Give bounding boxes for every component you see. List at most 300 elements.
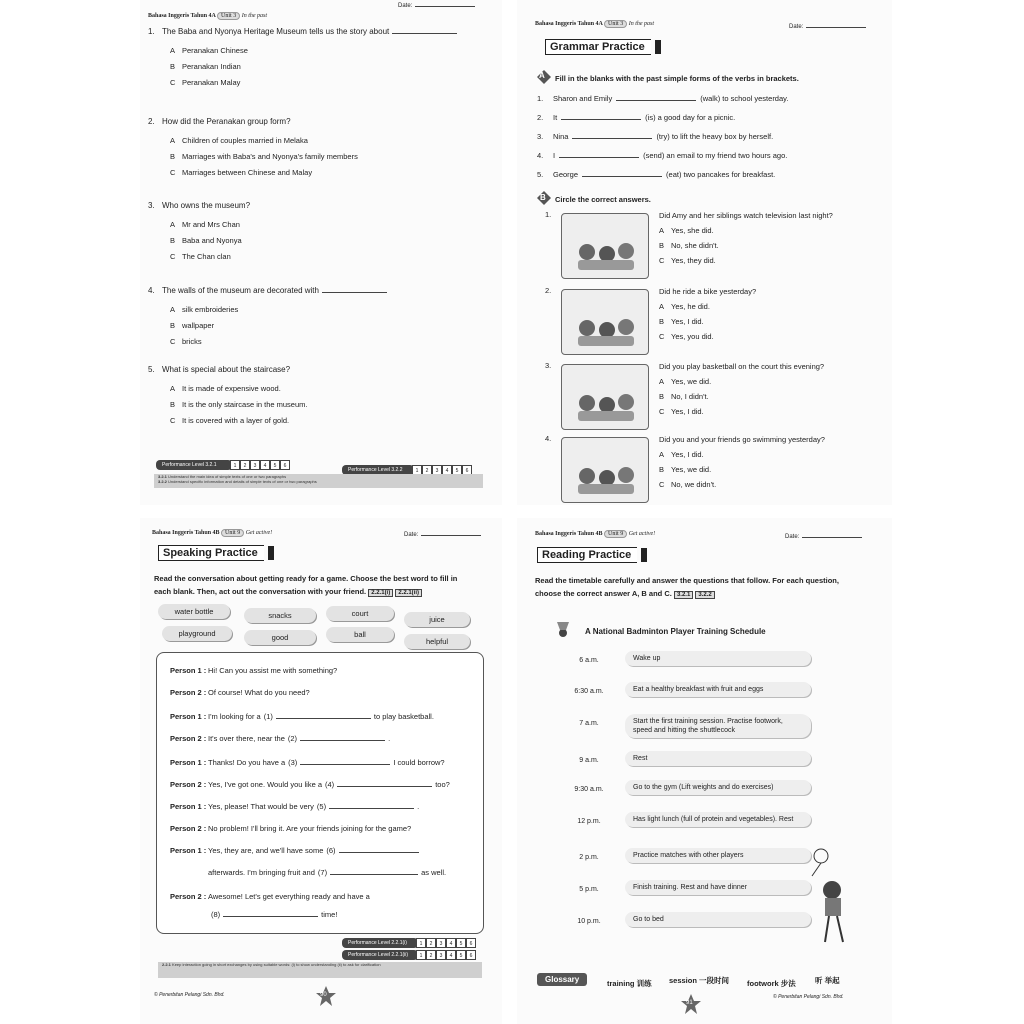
option-text: It is covered with a layer of gold. xyxy=(182,416,290,425)
option-text: It is the only staircase in the museum. xyxy=(182,400,308,409)
answer-blank[interactable] xyxy=(339,852,419,853)
speaker-label: Person 2 : xyxy=(170,824,207,833)
answer-blank[interactable] xyxy=(329,808,414,809)
answer-option[interactable] xyxy=(170,400,307,409)
option-letter: C xyxy=(659,332,665,341)
level-cell[interactable]: 3 xyxy=(436,938,446,948)
question-text xyxy=(148,117,291,126)
performance-level-label: Performance Level 3.2.2 xyxy=(348,467,403,473)
level-cell[interactable]: 6 xyxy=(280,460,290,470)
kids-illustration-icon xyxy=(562,438,648,502)
question-stem: How did the Peranakan group form? xyxy=(162,117,291,126)
descriptor-text: Understand the main idea of simple texts of one or two paragraphs xyxy=(168,474,287,479)
level-cell[interactable]: 5 xyxy=(456,938,466,948)
word-bank-chip[interactable]: good xyxy=(244,630,316,645)
question-stem: Who owns the museum? xyxy=(162,201,251,210)
speaker-label: Person 1 : xyxy=(170,758,207,767)
word-bank-chip[interactable]: playground xyxy=(162,626,232,641)
question-number: 3. xyxy=(148,201,155,210)
word-bank-chip[interactable]: court xyxy=(326,606,394,621)
question-number: 4. xyxy=(148,286,155,295)
instruction-line-1: Read the conversation about getting ready for a game. Choose the best word to fill in xyxy=(154,574,458,583)
level-cell[interactable]: 2 xyxy=(240,460,250,470)
fill-in-row xyxy=(537,113,735,122)
option-letter: C xyxy=(659,480,665,489)
shuttlecock-icon xyxy=(555,622,571,638)
option-letter: C xyxy=(170,416,176,425)
performance-level-label: Performance Level 2.2.1(i) xyxy=(348,940,407,946)
option-letter: C xyxy=(659,407,665,416)
answer-blank[interactable] xyxy=(561,119,641,120)
conversation-line xyxy=(170,758,445,767)
answer-blank[interactable] xyxy=(616,100,696,101)
schedule-activity: Go to the gym (Lift weights and do exercises) xyxy=(625,780,811,795)
speaker-label: Person 1 : xyxy=(170,846,207,855)
speaker-label: Person 2 : xyxy=(170,688,207,697)
answer-option[interactable] xyxy=(170,305,238,314)
instruction-text: each blank. Then, act out the conversation with your friend. xyxy=(154,587,367,596)
section-title: Reading Practice xyxy=(537,547,637,563)
schedule-activity: Eat a healthy breakfast with fruit and eggs xyxy=(625,682,811,697)
question-number: 2. xyxy=(537,113,544,122)
speaker-label: Person 1 : xyxy=(170,666,207,675)
option-text: Yes, I did. xyxy=(671,450,704,459)
question-text xyxy=(148,286,387,295)
instruction-line-1: Read the timetable carefully and answer the questions that follow. For each question, xyxy=(535,576,839,585)
performance-standard-tag: 2.2.1(i) xyxy=(368,589,393,597)
answer-blank[interactable] xyxy=(330,874,418,875)
blank-number: (1) xyxy=(263,712,273,721)
schedule-time: 9 a.m. xyxy=(579,757,599,764)
option-text: Yes, she did. xyxy=(671,226,714,235)
performance-level-cells[interactable] xyxy=(230,460,290,470)
date-label: Date: xyxy=(398,3,413,9)
option-letter: A xyxy=(170,384,176,393)
line-text: afterwards. I'm bringing fruit and xyxy=(208,868,315,877)
option-letter: A xyxy=(170,220,176,229)
glossary-label: Glossary xyxy=(537,973,587,986)
line-text: Yes, they are, and we'll have some xyxy=(208,846,324,855)
conversation-line xyxy=(170,824,411,833)
line-text-end: . xyxy=(388,734,391,743)
option-text: No, she didn't. xyxy=(671,241,719,250)
option-letter: A xyxy=(170,305,176,314)
answer-blank[interactable] xyxy=(300,764,390,765)
date-field[interactable] xyxy=(789,24,866,30)
level-cell[interactable]: 3 xyxy=(250,460,260,470)
section-b-instruction: Circle the correct answers. xyxy=(555,195,651,204)
answer-option[interactable] xyxy=(659,241,719,250)
unit-badge: Unit 3 xyxy=(217,12,240,20)
answer-option[interactable] xyxy=(659,302,710,311)
speaker-label: Person 2 : xyxy=(170,892,207,901)
conversation-line xyxy=(170,666,337,675)
glossary-word: training 训练 xyxy=(607,979,652,988)
answer-option[interactable] xyxy=(170,321,214,330)
answer-option[interactable] xyxy=(659,226,714,235)
conversation-line xyxy=(170,892,370,901)
option-letter: A xyxy=(659,226,665,235)
unit-topic: Get active! xyxy=(245,530,273,536)
conversation-line xyxy=(170,802,419,811)
answer-option[interactable] xyxy=(170,416,289,425)
shuttlecock-icon-wrap xyxy=(555,622,571,643)
worksheet-page-1 xyxy=(140,0,502,505)
answer-option[interactable] xyxy=(659,480,716,489)
option-text: Peranakan Malay xyxy=(182,78,241,87)
answer-option[interactable] xyxy=(170,152,358,161)
answer-option[interactable] xyxy=(170,78,240,87)
performance-level-bar xyxy=(342,950,418,960)
descriptor-code: 2.2.1 xyxy=(162,962,171,967)
schedule-activity: Finish training. Rest and have dinner xyxy=(625,880,811,895)
schedule-time: 6:30 a.m. xyxy=(574,688,604,695)
unit-topic: In the past xyxy=(628,21,655,27)
question-number: 3. xyxy=(545,361,552,370)
answer-blank[interactable] xyxy=(572,138,652,139)
option-letter: A xyxy=(659,450,665,459)
instruction-text: choose the correct answer A, B and C. xyxy=(535,589,672,598)
performance-level-label: Performance Level 2.2.1(ii) xyxy=(348,952,409,958)
option-letter: C xyxy=(170,78,176,87)
option-letter: B xyxy=(170,400,176,409)
performance-level-bar xyxy=(342,938,418,948)
option-text: Yes, I did. xyxy=(671,317,704,326)
option-text: No, I didn't. xyxy=(671,392,709,401)
question-number: 3. xyxy=(537,132,544,141)
badminton-player-icon xyxy=(807,848,857,948)
option-text: Yes, they did. xyxy=(671,256,716,265)
option-letter: B xyxy=(170,62,176,71)
question-text: Did he ride a bike yesterday? xyxy=(659,287,757,296)
answer-option[interactable] xyxy=(170,337,202,346)
level-cell[interactable]: 3 xyxy=(436,950,446,960)
answer-option[interactable] xyxy=(659,317,704,326)
fill-in-row xyxy=(537,151,787,160)
speaker-label: Person 1 : xyxy=(170,802,207,811)
unit-badge: Unit 9 xyxy=(604,530,627,538)
blank-number: (3) xyxy=(288,758,298,767)
speaker-label: Person 1 : xyxy=(170,712,207,721)
speaker-label: Person 2 : xyxy=(170,734,207,743)
word-bank-chip[interactable]: snacks xyxy=(244,608,316,623)
instruction-line-2 xyxy=(154,587,422,597)
level-cell[interactable]: 6 xyxy=(466,950,476,960)
option-text: Marriages between Chinese and Malay xyxy=(182,168,313,177)
answer-blank[interactable] xyxy=(300,740,385,741)
answer-blank[interactable] xyxy=(582,176,662,177)
question-stem: The walls of the museum are decorated with xyxy=(162,286,319,295)
option-letter: C xyxy=(659,256,665,265)
option-text: Children of couples married in Melaka xyxy=(182,136,308,145)
word-bank-chip[interactable]: helpful xyxy=(404,634,470,649)
level-cell[interactable]: 5 xyxy=(452,465,462,475)
performance-level-cells[interactable] xyxy=(416,950,476,960)
option-letter: C xyxy=(170,252,176,261)
conversation-line xyxy=(170,910,337,919)
answer-option[interactable] xyxy=(659,256,716,265)
question-number: 2. xyxy=(148,117,155,126)
page-header xyxy=(535,20,654,28)
answer-option[interactable] xyxy=(659,465,711,474)
conversation-line xyxy=(170,734,390,743)
word-bank-chip[interactable]: juice xyxy=(404,612,470,627)
answer-option[interactable] xyxy=(170,46,248,55)
answer-option[interactable] xyxy=(170,136,308,145)
level-cell[interactable]: 4 xyxy=(260,460,270,470)
line-text-end: I could borrow? xyxy=(393,758,445,767)
schedule-time: 2 p.m. xyxy=(579,854,599,861)
option-letter: B xyxy=(659,392,665,401)
date-field[interactable] xyxy=(785,534,862,540)
level-cell[interactable]: 2 xyxy=(426,938,436,948)
level-cell[interactable]: 3 xyxy=(432,465,442,475)
word-bank-chip[interactable]: water bottle xyxy=(158,604,230,619)
level-cell[interactable]: 1 xyxy=(416,950,426,960)
answer-option[interactable] xyxy=(170,62,241,71)
level-cell[interactable]: 4 xyxy=(442,465,452,475)
fill-in-row xyxy=(537,170,775,179)
line-text: I'm looking for a xyxy=(208,712,261,721)
option-text: Yes, we did. xyxy=(671,465,712,474)
question-text: Did you and your friends go swimming yesterday? xyxy=(659,435,825,444)
answer-option[interactable] xyxy=(659,377,711,386)
question-number: 2. xyxy=(545,286,552,295)
question-number: 5. xyxy=(148,365,155,374)
schedule-time: 5 p.m. xyxy=(579,886,599,893)
option-letter: A xyxy=(659,302,665,311)
kids-illustration-icon xyxy=(562,214,648,278)
performance-standard-tag: 3.2.2 xyxy=(695,591,714,599)
option-text: Peranakan Chinese xyxy=(182,46,248,55)
blank-number: (2) xyxy=(287,734,298,743)
sentence-end: (try) to lift the heavy box by herself. xyxy=(656,132,774,141)
question-number: 5. xyxy=(537,170,544,179)
answer-option[interactable] xyxy=(170,384,281,393)
answer-blank[interactable] xyxy=(223,916,318,917)
schedule-time: 6 a.m. xyxy=(579,657,599,664)
section-letter: A xyxy=(539,71,545,80)
unit-topic: Get active! xyxy=(628,531,656,537)
option-text: bricks xyxy=(182,337,202,346)
schedule-activity: Has light lunch (full of protein and vegetables). Rest xyxy=(625,812,811,827)
conversation-line xyxy=(170,780,450,789)
option-letter: B xyxy=(659,317,665,326)
question-text xyxy=(148,27,457,36)
performance-standard-tag: 3.2.1 xyxy=(674,591,693,599)
level-cell[interactable]: 5 xyxy=(270,460,280,470)
date-field[interactable] xyxy=(398,3,475,9)
sentence-end: (walk) to school yesterday. xyxy=(700,94,789,103)
question-text xyxy=(148,365,290,374)
level-cell[interactable]: 1 xyxy=(416,938,426,948)
glossary-word: 听 举起 xyxy=(815,976,840,985)
descriptor-code: 3.2.2 xyxy=(158,479,167,484)
page-header xyxy=(535,530,655,538)
descriptor-text: Keep interaction going in short exchanges by using suitable words: (i) to show understanding (ii) to ask for clarification xyxy=(172,962,381,967)
answer-option[interactable] xyxy=(170,168,312,177)
question-number: 1. xyxy=(545,210,552,219)
conversation-line xyxy=(170,846,422,855)
date-field[interactable] xyxy=(404,532,481,538)
question-text xyxy=(148,201,250,210)
question-illustration xyxy=(561,364,649,430)
line-text-end: too? xyxy=(435,780,450,789)
schedule-activity: Start the first training session. Practise footwork, speed and hitting the shuttlecock xyxy=(625,714,811,738)
line-text: Yes, I've got one. Would you like a xyxy=(208,780,323,789)
option-text: It is made of expensive wood. xyxy=(182,384,281,393)
option-text: Yes, I did. xyxy=(671,407,704,416)
level-cell[interactable]: 4 xyxy=(446,950,456,960)
blank-number: (8) xyxy=(211,910,221,919)
line-text: Of course! What do you need? xyxy=(208,688,310,697)
date-label: Date: xyxy=(785,534,800,540)
copyright: © Penerbitan Pelangi Sdn. Bhd. xyxy=(773,994,844,1000)
level-cell[interactable]: 2 xyxy=(422,465,432,475)
level-cell[interactable]: 1 xyxy=(230,460,240,470)
performance-level-cells[interactable] xyxy=(416,938,476,948)
option-letter: B xyxy=(170,236,176,245)
line-text: It's over there, near the xyxy=(208,734,285,743)
schedule-activity: Wake up xyxy=(625,651,811,666)
question-stem: What is special about the staircase? xyxy=(162,365,291,374)
answer-option[interactable] xyxy=(170,220,240,229)
answer-option[interactable] xyxy=(170,236,242,245)
line-text: No problem! I'll bring it. Are your friends joining for the game? xyxy=(208,824,412,833)
descriptor-code: 3.2.1 xyxy=(158,474,167,479)
answer-blank[interactable] xyxy=(559,157,639,158)
page-number: 90 xyxy=(320,992,327,998)
line-text: Awesome! Let's get everything ready and have a xyxy=(208,892,370,901)
level-cell[interactable]: 2 xyxy=(426,950,436,960)
option-text: Yes, he did. xyxy=(671,302,710,311)
learning-standard-descriptor xyxy=(154,474,483,488)
option-letter: A xyxy=(659,377,665,386)
blank-number: (6) xyxy=(326,846,336,855)
option-letter: C xyxy=(170,337,176,346)
fill-in-row xyxy=(537,94,788,103)
fill-in-row xyxy=(537,132,773,141)
line-text: Hi! Can you assist me with something? xyxy=(208,666,338,675)
line-text: Thanks! Do you have a xyxy=(208,758,286,767)
line-text-end: time! xyxy=(321,910,338,919)
schedule-time: 10 p.m. xyxy=(577,918,601,925)
question-text: Did you play basketball on the court this evening? xyxy=(659,362,825,371)
learning-standard-descriptor xyxy=(158,962,482,978)
option-letter: A xyxy=(170,136,176,145)
question-number: 4. xyxy=(537,151,544,160)
answer-blank[interactable] xyxy=(337,786,432,787)
sentence-end: (send) an email to my friend two hours ago. xyxy=(643,151,788,160)
date-label: Date: xyxy=(789,24,804,30)
sentence-end: (is) a good day for a picnic. xyxy=(645,113,736,122)
book-title: Bahasa Inggeris Tahun 4B xyxy=(535,531,603,537)
section-title: Speaking Practice xyxy=(158,545,264,561)
schedule-activity: Practice matches with other players xyxy=(625,848,811,863)
book-title: Bahasa Inggeris Tahun 4A xyxy=(148,13,216,19)
unit-badge: Unit 3 xyxy=(604,20,627,28)
sentence-end: (eat) two pancakes for breakfast. xyxy=(666,170,776,179)
copyright: © Penerbitan Pelangi Sdn. Bhd. xyxy=(154,992,225,998)
kids-illustration-icon xyxy=(562,290,648,354)
schedule-title: A National Badminton Player Training Schedule xyxy=(585,627,766,636)
level-cell[interactable]: 1 xyxy=(412,465,422,475)
word-bank-chip[interactable]: ball xyxy=(326,627,394,642)
performance-level-bar xyxy=(156,460,232,470)
page-number-star xyxy=(681,994,701,1019)
answer-option[interactable] xyxy=(659,392,709,401)
option-text: silk embroideries xyxy=(182,305,239,314)
answer-blank[interactable] xyxy=(392,33,457,34)
option-text: The Chan clan xyxy=(182,252,231,261)
page-header xyxy=(152,529,272,537)
option-text: Marriages with Baba's and Nyonya's family members xyxy=(182,152,358,161)
question-illustration xyxy=(561,437,649,503)
answer-option[interactable] xyxy=(170,252,231,261)
answer-blank[interactable] xyxy=(322,292,387,293)
date-label: Date: xyxy=(404,532,419,538)
option-text: No, we didn't. xyxy=(671,480,717,489)
question-stem: The Baba and Nyonya Heritage Museum tells us the story about xyxy=(162,27,390,36)
level-cell[interactable]: 6 xyxy=(462,465,472,475)
descriptor-text: Understand specific information and details of simple texts of one or two paragraphs xyxy=(168,479,317,484)
sentence-start: Nina xyxy=(553,132,569,141)
worksheet-page-4 xyxy=(517,518,892,1024)
performance-standard-tag: 2.2.1(ii) xyxy=(395,589,422,597)
answer-blank[interactable] xyxy=(276,718,371,719)
question-number: 1. xyxy=(537,94,544,103)
book-title: Bahasa Inggeris Tahun 4B xyxy=(152,530,220,536)
line-text: Yes, please! That would be very xyxy=(208,802,314,811)
option-letter: B xyxy=(170,152,176,161)
option-letter: C xyxy=(170,168,176,177)
level-cell[interactable]: 5 xyxy=(456,950,466,960)
sentence-start: Sharon and Emily xyxy=(553,94,613,103)
section-letter: B xyxy=(540,193,546,202)
schedule-time: 9:30 a.m. xyxy=(574,786,604,793)
option-letter: B xyxy=(659,465,665,474)
answer-option[interactable] xyxy=(659,332,714,341)
answer-option[interactable] xyxy=(659,407,704,416)
option-text: Yes, you did. xyxy=(671,332,714,341)
worksheet-page-3 xyxy=(140,518,502,1024)
worksheet-page-2 xyxy=(517,0,892,505)
instruction-line-2 xyxy=(535,589,715,599)
question-number: 1. xyxy=(148,27,155,36)
schedule-time: 12 p.m. xyxy=(577,818,601,825)
schedule-activity: Rest xyxy=(625,751,811,766)
schedule-activity: Go to bed xyxy=(625,912,811,927)
section-title: Grammar Practice xyxy=(545,39,651,55)
glossary-word: session 一段时间 xyxy=(669,976,730,985)
option-text: Mr and Mrs Chan xyxy=(182,220,240,229)
option-text: wallpaper xyxy=(182,321,215,330)
unit-badge: Unit 9 xyxy=(221,529,244,537)
blank-number: (7) xyxy=(317,868,328,877)
kids-illustration-icon xyxy=(562,365,648,429)
book-title: Bahasa Inggeris Tahun 4A xyxy=(535,21,603,27)
page-number-star xyxy=(316,986,336,1011)
level-cell[interactable]: 4 xyxy=(446,938,456,948)
option-letter: B xyxy=(170,321,176,330)
option-letter: B xyxy=(659,241,665,250)
option-text: Peranakan Indian xyxy=(182,62,241,71)
sentence-start: It xyxy=(553,113,558,122)
answer-option[interactable] xyxy=(659,450,704,459)
option-text: Baba and Nyonya xyxy=(182,236,242,245)
level-cell[interactable]: 6 xyxy=(466,938,476,948)
conversation-line xyxy=(170,688,310,697)
